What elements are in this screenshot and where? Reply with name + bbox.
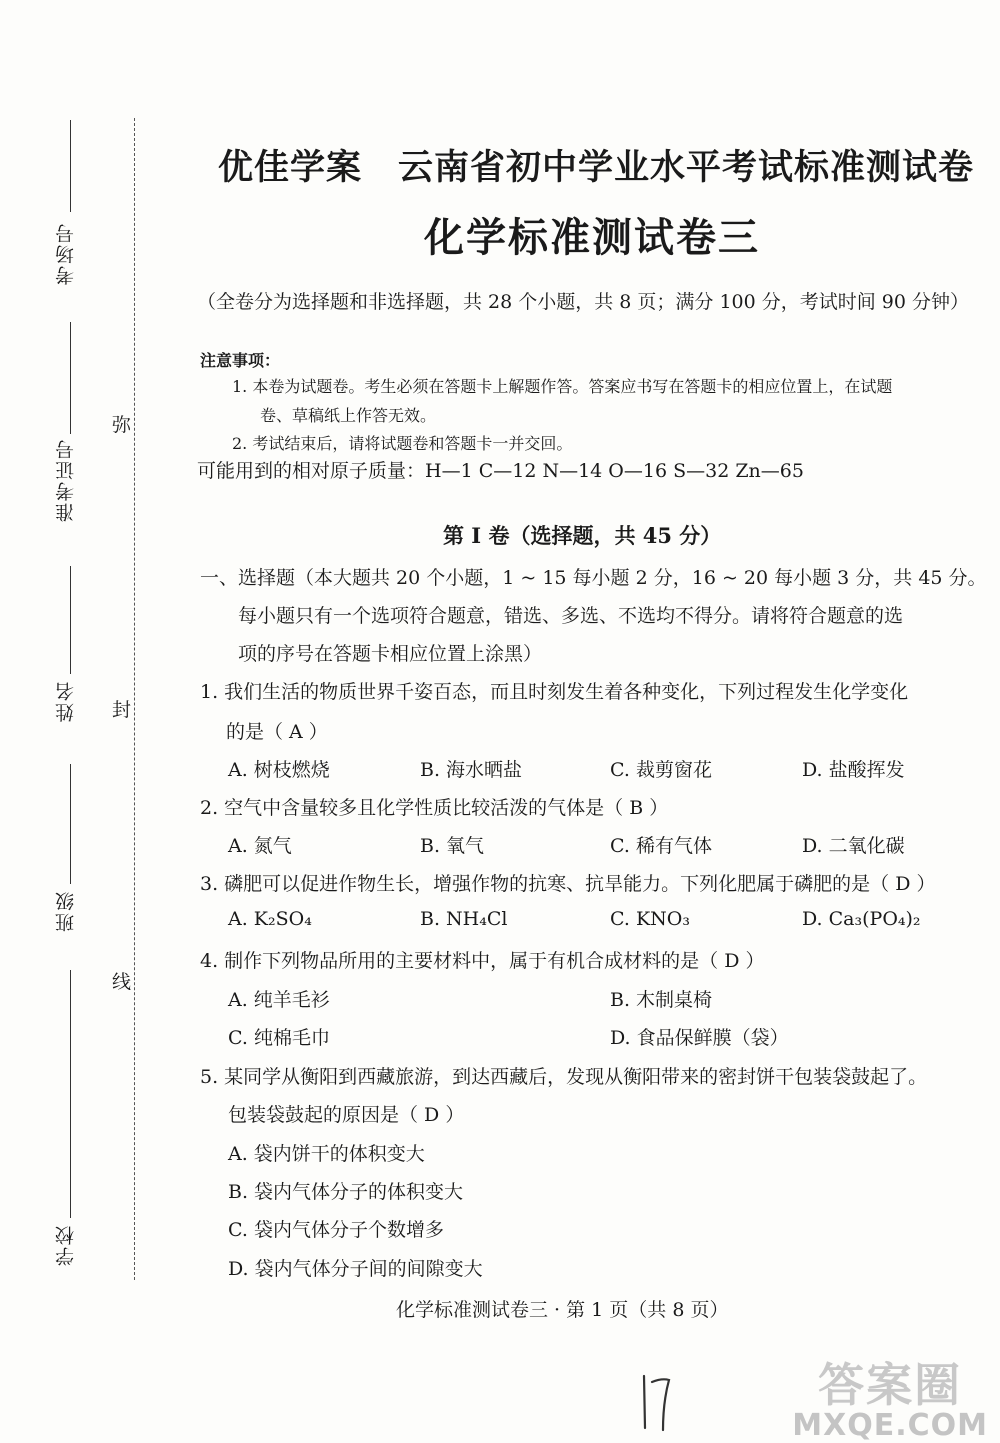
question-3-option-d: D. Ca₃(PO₄)₂ — [802, 908, 921, 930]
question-1-option-d: D. 盐酸挥发 — [802, 759, 905, 781]
question-5-option-c: C. 袋内气体分子个数增多 — [228, 1219, 444, 1241]
section-intro-cont: 项的序号在答题卡相应位置上涂黑） — [238, 643, 543, 665]
notice-item-2: 2. 考试结束后，请将试题卷和答题卡一并交回。 — [232, 434, 573, 453]
atomic-masses: 可能用到的相对原子质量：H—1 C—12 N—14 O—16 S—32 Zn—65 — [197, 460, 804, 482]
question-1-option-c: C. 裁剪窗花 — [610, 759, 712, 781]
section-intro-cont: 每小题只有一个选项符合题意，错选、多选、不选均不得分。请将符合题意的选 — [238, 605, 904, 627]
question-2-option-c: C. 稀有气体 — [610, 835, 712, 857]
series-title: 优佳学案 云南省初中学业水平考试标准测试卷 — [218, 147, 975, 188]
question-5-option-b: B. 袋内气体分子的体积变大 — [228, 1181, 464, 1203]
notice-item-1-cont: 卷、草稿纸上作答无效。 — [260, 406, 437, 425]
question-2-option-b: B. 氧气 — [420, 835, 485, 857]
seal-char: 线 — [112, 971, 132, 993]
question-4-option-c: C. 纯棉毛巾 — [228, 1027, 330, 1049]
watermark-logo-text: 答案圈 — [818, 1358, 963, 1412]
question-5-stem: 5. 某同学从衡阳到西藏旅游，到达西藏后，发现从衡阳带来的密封饼干包装袋鼓起了。 — [200, 1066, 928, 1088]
question-1-stem-cont: 的是（ A ） — [226, 721, 328, 743]
question-3-option-a: A. K₂SO₄ — [228, 908, 312, 930]
field-class: 班级 — [55, 890, 77, 932]
side-rule — [70, 970, 71, 1218]
section-title: 第 I 卷（选择题，共 45 分） — [443, 523, 722, 548]
seal-dashed-line — [134, 118, 135, 1280]
notice-heading: 注意事项： — [200, 351, 281, 370]
seal-char: 封 — [112, 699, 132, 721]
field-exam-room: 考场号 — [55, 222, 77, 285]
question-4-stem: 4. 制作下列物品所用的主要材料中，属于有机合成材料的是（ D ） — [200, 950, 765, 972]
question-4-option-a: A. 纯羊毛衫 — [228, 989, 330, 1011]
page-footer: 化学标准测试卷三 · 第 1 页（共 8 页） — [396, 1299, 729, 1321]
watermark — [792, 1360, 988, 1442]
question-5-stem-cont: 包装袋鼓起的原因是（ D ） — [228, 1104, 465, 1126]
question-2-stem: 2. 空气中含量较多且化学性质比较活泼的气体是（ B ） — [200, 797, 669, 819]
question-5-option-d: D. 袋内气体分子间的间隙变大 — [228, 1258, 483, 1280]
field-school: 学校 — [55, 1224, 77, 1266]
question-1-option-b: B. 海水晒盐 — [420, 759, 523, 781]
question-2-option-d: D. 二氧化碳 — [802, 835, 905, 857]
field-name: 姓名 — [55, 680, 77, 722]
question-3-option-b: B. NH₄Cl — [420, 908, 508, 930]
question-3-stem: 3. 磷肥可以促进作物生长，增强作物的抗寒、抗旱能力。下列化肥属于磷肥的是（ D ） — [200, 873, 936, 895]
side-rule — [70, 120, 71, 212]
question-4-option-d: D. 食品保鲜膜（袋） — [610, 1027, 789, 1049]
seal-char: 弥 — [112, 414, 132, 436]
question-1-stem: 1. 我们生活的物质世界千姿百态，而且时刻发生着各种变化，下列过程发生化学变化 — [200, 681, 909, 703]
question-2-option-a: A. 氮气 — [228, 835, 292, 857]
notice-item-1: 1. 本卷为试题卷。考生必须在答题卡上解题作答。答案应书写在答题卡的相应位置上，在试题 — [232, 377, 893, 396]
watermark-url: MXQE.COM — [792, 1408, 988, 1443]
question-5-option-a: A. 袋内饼干的体积变大 — [228, 1143, 425, 1165]
paper-title: 化学标准测试卷三 — [424, 214, 760, 261]
question-3-option-c: C. KNO₃ — [610, 908, 690, 930]
side-rule — [70, 764, 71, 884]
side-rule — [70, 322, 71, 434]
question-4-option-b: B. 木制桌椅 — [610, 989, 713, 1011]
question-1-option-a: A. 树枝燃烧 — [228, 759, 330, 781]
side-rule — [70, 566, 71, 674]
field-admission-number: 准考证号 — [55, 438, 77, 522]
handwritten-number — [636, 1366, 676, 1436]
exam-info: （全卷分为选择题和非选择题，共 28 个小题，共 8 页；满分 100 分，考试时间 90 分钟） — [197, 291, 970, 313]
section-intro: 一、选择题（本大题共 20 个小题，1 ~ 15 每小题 2 分，16 ~ 20 每小题 3 分，共 45 分。 — [200, 567, 987, 589]
